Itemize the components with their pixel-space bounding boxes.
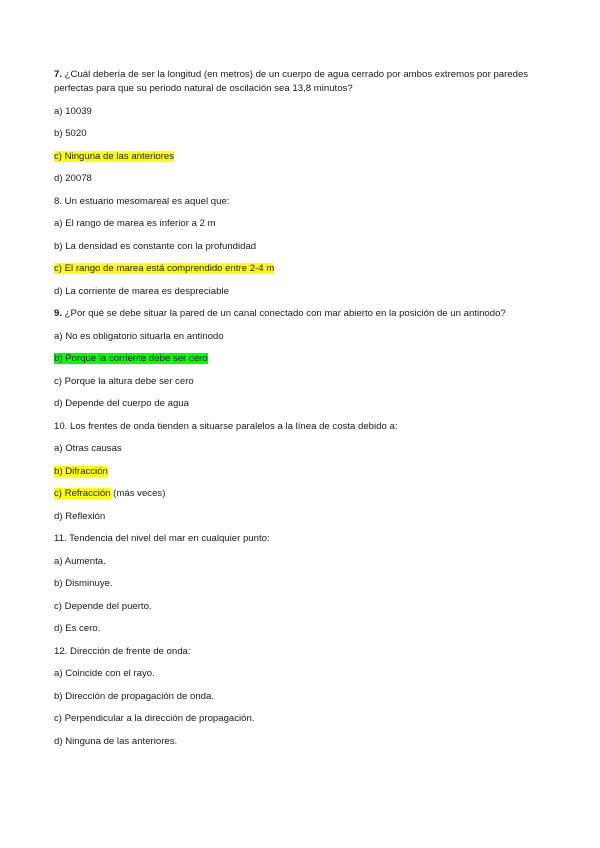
answer-option bbox=[54, 375, 554, 389]
question-number: 10. bbox=[54, 420, 68, 432]
answer-option-highlighted bbox=[54, 465, 554, 479]
answer-option-highlighted bbox=[54, 487, 554, 501]
question-number: 11. bbox=[54, 533, 67, 544]
answer-option bbox=[54, 285, 554, 299]
question-11 bbox=[54, 532, 554, 546]
option-text: d) Ninguna de las anteriores. bbox=[54, 735, 178, 747]
option-text: c) Ninguna de las anteriores bbox=[54, 150, 174, 162]
option-text: a) Aumenta. bbox=[54, 555, 106, 567]
option-text: b) Disminuye. bbox=[54, 578, 113, 589]
question-text: Un estuario mesomareal es aquel que: bbox=[62, 195, 230, 207]
answer-option bbox=[54, 577, 554, 591]
question-number: 12. bbox=[54, 645, 68, 657]
answer-option bbox=[54, 442, 554, 456]
answer-option bbox=[54, 240, 554, 254]
option-text: a) El rango de marea es inferior a 2 m bbox=[54, 218, 216, 229]
option-text: b) Porque la corriente debe ser cero bbox=[54, 353, 208, 364]
option-note: (más veces) bbox=[110, 488, 166, 499]
option-text: d) Es cero. bbox=[54, 623, 101, 634]
option-text: c) Depende del puerto. bbox=[54, 600, 152, 612]
option-text: b) Difracción bbox=[54, 465, 108, 477]
option-text: b) Dirección de propagación de onda. bbox=[54, 690, 215, 702]
question-text: Tendencia del nivel del mar en cualquier punto: bbox=[66, 533, 270, 544]
answer-option bbox=[54, 622, 554, 636]
question-text: Los frentes de onda tienden a situarse paralelos a la línea de costa debido a: bbox=[67, 420, 398, 432]
question-text: Dirección de frente de onda: bbox=[67, 645, 191, 657]
question-text: ¿Por qué se debe situar la pared de un canal conectado con mar abierto en la posición de un antinodo? bbox=[62, 308, 506, 319]
answer-option bbox=[54, 105, 554, 119]
answer-option bbox=[54, 330, 554, 344]
option-text: c) Refracción bbox=[54, 488, 111, 499]
option-text: c) Perpendicular a la dirección de propagación. bbox=[54, 713, 255, 724]
option-text: c) Porque la altura debe ser cero bbox=[54, 375, 194, 387]
answer-option bbox=[54, 397, 554, 411]
answer-option-highlighted bbox=[54, 150, 554, 164]
option-text: d) La corriente de marea es despreciable bbox=[54, 285, 229, 297]
question-list bbox=[54, 68, 554, 757]
question-text: ¿Cuál debería de ser la longitud (en metros) de un cuerpo de agua cerrado por ambos extremos por paredes perfectas para que su periodo natural de oscilación sea 13,8 minutos? bbox=[54, 69, 529, 94]
option-text: d) 20078 bbox=[54, 173, 92, 184]
answer-option bbox=[54, 667, 554, 681]
option-text: a) 10039 bbox=[54, 105, 92, 117]
option-text: a) No es obligatorio situarla en antinodo bbox=[54, 330, 224, 342]
question-7 bbox=[54, 68, 554, 96]
question-9 bbox=[54, 307, 554, 321]
answer-option-highlighted bbox=[54, 352, 554, 366]
option-text: d) Depende del cuerpo de agua bbox=[54, 398, 189, 409]
option-text: d) Reflexión bbox=[54, 510, 106, 522]
question-number: 7. bbox=[54, 69, 63, 80]
answer-option-highlighted bbox=[54, 262, 554, 276]
answer-option bbox=[54, 735, 554, 749]
option-text: b) La densidad es constante con la profundidad bbox=[54, 240, 257, 252]
answer-option bbox=[54, 690, 554, 704]
option-text: a) Otras causas bbox=[54, 443, 122, 454]
answer-option bbox=[54, 217, 554, 231]
answer-option bbox=[54, 127, 554, 141]
answer-option bbox=[54, 510, 554, 524]
option-text: b) 5020 bbox=[54, 128, 87, 139]
question-number: 8. bbox=[54, 195, 63, 207]
option-text: c) El rango de marea está comprendido entre 2-4 m bbox=[54, 263, 275, 274]
answer-option bbox=[54, 600, 554, 614]
question-8 bbox=[54, 195, 554, 209]
question-12 bbox=[54, 645, 554, 659]
question-number: 9. bbox=[54, 308, 63, 319]
question-10 bbox=[54, 420, 554, 434]
answer-option bbox=[54, 712, 554, 726]
answer-option bbox=[54, 172, 554, 186]
answer-option bbox=[54, 555, 554, 569]
option-text: a) Coincide con el rayo. bbox=[54, 668, 155, 679]
